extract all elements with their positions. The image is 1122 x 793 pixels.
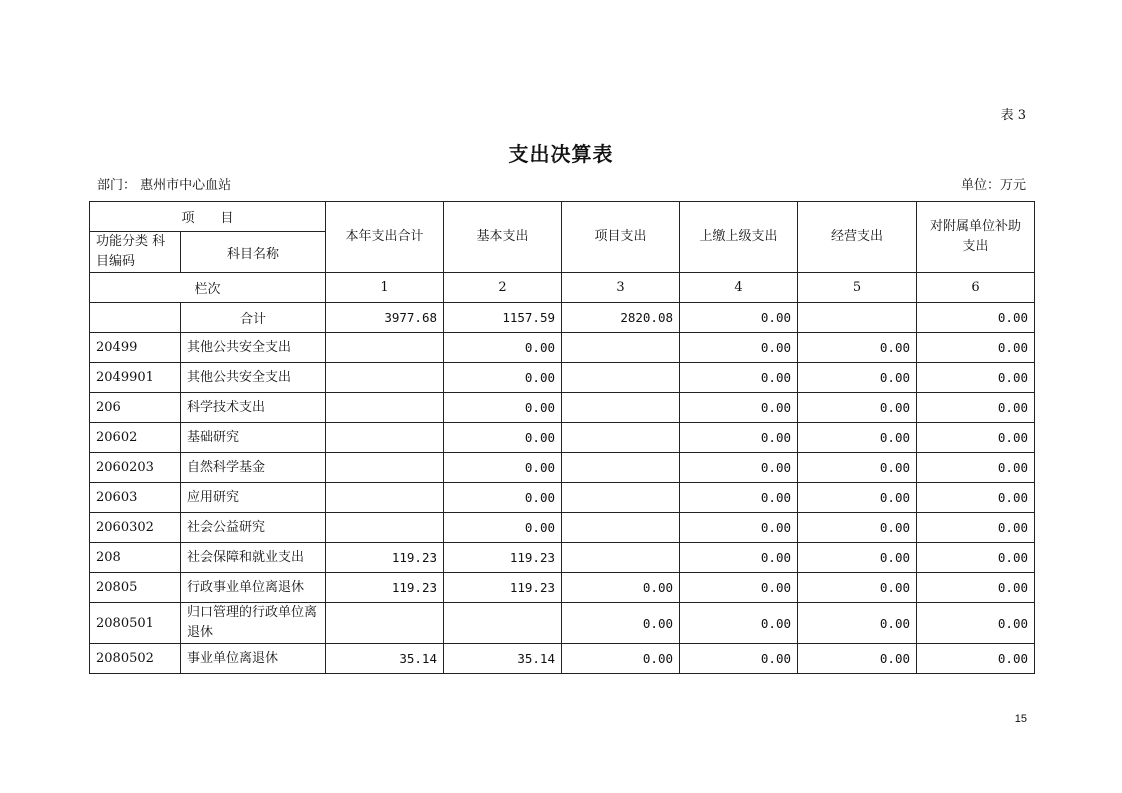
subject-name-cell: 事业单位离退休	[181, 644, 326, 674]
lanci-num: 6	[917, 273, 1035, 303]
value-cell: 0.00	[798, 423, 917, 453]
table-row	[90, 453, 1035, 483]
value-cell: 0.00	[917, 513, 1035, 543]
value-cell	[562, 453, 680, 483]
value-cell	[326, 513, 444, 543]
value-cell	[326, 423, 444, 453]
subject-code-cell: 2080501	[90, 603, 181, 644]
total-value: 0.00	[917, 303, 1035, 333]
subject-code-cell: 2060203	[90, 453, 181, 483]
value-cell: 0.00	[562, 644, 680, 674]
value-cell: 0.00	[680, 543, 798, 573]
value-cell: 0.00	[444, 483, 562, 513]
value-cell	[562, 513, 680, 543]
value-cell: 0.00	[798, 363, 917, 393]
total-value: 1157.59	[444, 303, 562, 333]
value-cell: 0.00	[680, 363, 798, 393]
value-cell: 0.00	[917, 573, 1035, 603]
total-value: 3977.68	[326, 303, 444, 333]
value-cell: 0.00	[444, 513, 562, 543]
department-label: 部门： 惠州市中心血站	[97, 178, 232, 193]
value-cell: 0.00	[798, 393, 917, 423]
page-title: 支出决算表	[508, 142, 614, 166]
value-cell: 0.00	[798, 603, 917, 644]
subject-code-cell: 20603	[90, 483, 181, 513]
table-row	[90, 513, 1035, 543]
total-value: 2820.08	[562, 303, 680, 333]
value-cell: 0.00	[444, 453, 562, 483]
value-cell: 0.00	[917, 603, 1035, 644]
value-cell	[562, 483, 680, 513]
total-row	[90, 303, 1035, 333]
table-row	[90, 483, 1035, 513]
value-cell: 0.00	[680, 573, 798, 603]
header-col-5: 经营支出	[798, 202, 917, 273]
value-cell: 119.23	[444, 573, 562, 603]
total-value: 0.00	[680, 303, 798, 333]
lanci-num: 2	[444, 273, 562, 303]
value-cell: 0.00	[562, 573, 680, 603]
header-col-6: 对附属单位补助支出	[917, 202, 1035, 273]
value-cell: 0.00	[444, 423, 562, 453]
value-cell	[562, 543, 680, 573]
value-cell: 0.00	[680, 603, 798, 644]
value-cell: 0.00	[917, 543, 1035, 573]
value-cell: 35.14	[444, 644, 562, 674]
value-cell: 0.00	[680, 423, 798, 453]
subject-name-cell: 社会公益研究	[181, 513, 326, 543]
table-row	[90, 423, 1035, 453]
table-row	[90, 333, 1035, 363]
subject-code-cell: 206	[90, 393, 181, 423]
lanci-label: 栏次	[90, 273, 326, 303]
value-cell: 0.00	[798, 333, 917, 363]
value-cell: 0.00	[798, 543, 917, 573]
value-cell: 0.00	[680, 453, 798, 483]
value-cell	[326, 333, 444, 363]
subject-code-cell: 20805	[90, 573, 181, 603]
value-cell: 0.00	[680, 644, 798, 674]
value-cell: 119.23	[326, 573, 444, 603]
value-cell	[562, 363, 680, 393]
value-cell: 0.00	[917, 483, 1035, 513]
unit-label: 单位：万元	[960, 178, 1026, 193]
subject-code-cell: 20602	[90, 423, 181, 453]
header-col-4: 上缴上级支出	[680, 202, 798, 273]
header-func-code: 功能分类 科目编码	[90, 232, 181, 273]
total-value	[798, 303, 917, 333]
value-cell: 0.00	[798, 483, 917, 513]
value-cell: 0.00	[798, 573, 917, 603]
value-cell: 0.00	[917, 453, 1035, 483]
subject-code-cell: 208	[90, 543, 181, 573]
subject-name-cell: 归口管理的行政单位离退休	[181, 603, 326, 644]
header-col-1: 本年支出合计	[326, 202, 444, 273]
subject-name-cell: 自然科学基金	[181, 453, 326, 483]
table-row	[90, 393, 1035, 423]
lanci-num: 1	[326, 273, 444, 303]
value-cell: 0.00	[917, 363, 1035, 393]
subject-name-cell: 科学技术支出	[181, 393, 326, 423]
value-cell: 0.00	[444, 393, 562, 423]
subject-name-cell: 社会保障和就业支出	[181, 543, 326, 573]
total-label: 合计	[181, 303, 326, 333]
page-number: 15	[1014, 713, 1027, 725]
value-cell	[326, 393, 444, 423]
value-cell	[326, 363, 444, 393]
value-cell: 0.00	[798, 644, 917, 674]
value-cell	[326, 483, 444, 513]
subject-code-cell: 20499	[90, 333, 181, 363]
header-item: 项 目	[90, 202, 326, 232]
value-cell: 0.00	[917, 393, 1035, 423]
lanci-row	[90, 273, 1035, 303]
subject-name-cell: 应用研究	[181, 483, 326, 513]
lanci-num: 3	[562, 273, 680, 303]
table-row	[90, 573, 1035, 603]
value-cell: 119.23	[444, 543, 562, 573]
value-cell	[562, 393, 680, 423]
value-cell	[562, 423, 680, 453]
value-cell	[444, 603, 562, 644]
subject-code-cell: 2049901	[90, 363, 181, 393]
value-cell: 0.00	[917, 644, 1035, 674]
value-cell: 119.23	[326, 543, 444, 573]
subject-name-cell: 其他公共安全支出	[181, 333, 326, 363]
header-subject-name: 科目名称	[181, 232, 326, 273]
value-cell: 0.00	[680, 513, 798, 543]
table-row	[90, 603, 1035, 644]
value-cell	[326, 453, 444, 483]
value-cell: 0.00	[680, 483, 798, 513]
value-cell: 0.00	[680, 393, 798, 423]
value-cell: 0.00	[798, 453, 917, 483]
table-number: 表 3	[1000, 108, 1026, 123]
value-cell: 0.00	[444, 333, 562, 363]
value-cell: 0.00	[680, 333, 798, 363]
lanci-num: 5	[798, 273, 917, 303]
value-cell: 35.14	[326, 644, 444, 674]
value-cell: 0.00	[798, 513, 917, 543]
value-cell	[562, 333, 680, 363]
header-col-2: 基本支出	[444, 202, 562, 273]
subject-name-cell: 基础研究	[181, 423, 326, 453]
subject-code-cell: 2060302	[90, 513, 181, 543]
value-cell: 0.00	[444, 363, 562, 393]
subject-name-cell: 行政事业单位离退休	[181, 573, 326, 603]
subject-name-cell: 其他公共安全支出	[181, 363, 326, 393]
subject-code-cell: 2080502	[90, 644, 181, 674]
header-col-3: 项目支出	[562, 202, 680, 273]
value-cell	[326, 603, 444, 644]
total-code-cell	[90, 303, 181, 333]
value-cell: 0.00	[917, 423, 1035, 453]
table-row	[90, 543, 1035, 573]
table-row	[90, 644, 1035, 674]
expenditure-table	[89, 201, 1035, 674]
table-row	[90, 363, 1035, 393]
lanci-num: 4	[680, 273, 798, 303]
value-cell: 0.00	[562, 603, 680, 644]
value-cell: 0.00	[917, 333, 1035, 363]
